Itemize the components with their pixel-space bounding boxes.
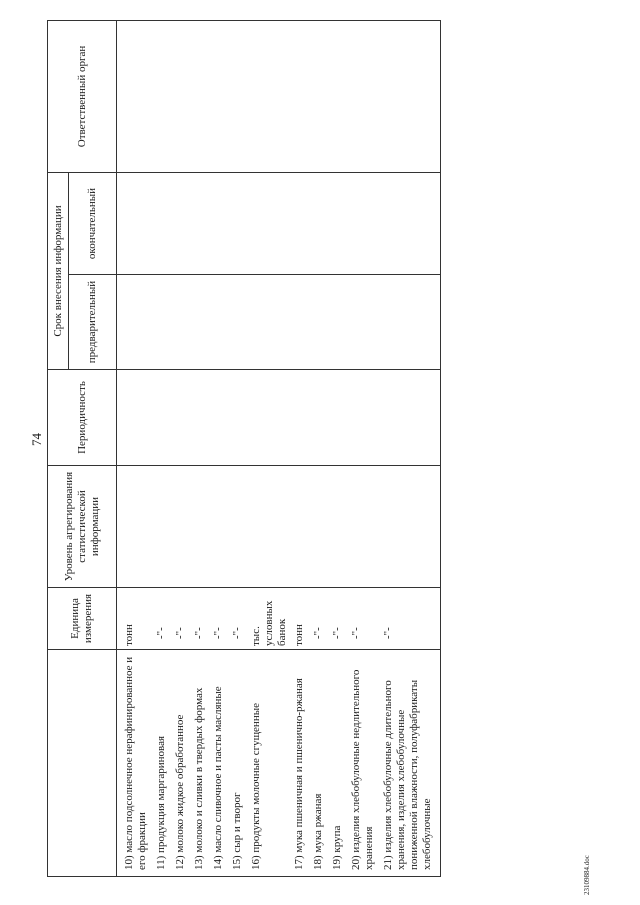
table-row [248, 21, 291, 877]
table-row [117, 21, 154, 877]
document-id: 23109884.doc [583, 855, 591, 895]
table-row [229, 21, 248, 877]
table-row [380, 21, 441, 877]
header-deadline: Срок внесения информации [48, 173, 69, 370]
table-body [117, 21, 441, 877]
row-unit: -"- [380, 588, 441, 650]
header-periodicity: Периодичность [48, 370, 117, 466]
row-unit: тонн [117, 588, 154, 650]
row-item: 18) мука ржаная [310, 650, 329, 877]
header-responsible: Ответственный орган [48, 21, 117, 173]
row-item: 20) изделия хлебобулочные недлительного хранения [348, 650, 380, 877]
row-unit: тонн [291, 588, 310, 650]
row-unit: -"- [348, 588, 380, 650]
table-row [172, 21, 191, 877]
row-unit: -"- [310, 588, 329, 650]
statistics-table [47, 20, 441, 877]
table-row [210, 21, 229, 877]
table-row [348, 21, 380, 877]
row-unit: тыс. условных банок [248, 588, 291, 650]
row-unit: -"- [229, 588, 248, 650]
row-item: 13) молоко и сливки в твердых формах [191, 650, 210, 877]
table-row [153, 21, 172, 877]
row-item: 19) крупа [329, 650, 348, 877]
row-unit: -"- [153, 588, 172, 650]
row-item: 17) мука пшеничная и пшенично-ржаная [291, 650, 310, 877]
row-unit: -"- [210, 588, 229, 650]
table-row [329, 21, 348, 877]
row-unit: -"- [191, 588, 210, 650]
header-preliminary: предварительный [69, 275, 117, 370]
header-aggregation-level: Уровень агрегирования статистической информации [48, 466, 117, 588]
row-item: 11) продукция маргариновая [153, 650, 172, 877]
row-item: 12) молоко жидкое обработанное [172, 650, 191, 877]
page-number: 74 [29, 433, 44, 446]
row-item: 14) масло сливочное и пасты масляные [210, 650, 229, 877]
row-unit: -"- [329, 588, 348, 650]
table-row [310, 21, 329, 877]
header-unit: Единица измерения [48, 588, 117, 650]
table-header [48, 21, 117, 877]
row-item: 21) изделия хлебобулочные длительного хранения, изделия хлебобулочные пониженной влажности, полуфабрикаты хлебобулочные [380, 650, 441, 877]
row-item: 10) масло подсолнечное нерафинированное и его фракции [117, 650, 154, 877]
table-row [191, 21, 210, 877]
table-row [291, 21, 310, 877]
row-item: 16) продукты молочные сгущенные [248, 650, 291, 877]
header-indicator [48, 650, 117, 877]
header-final: окончательный [69, 173, 117, 275]
row-unit: -"- [172, 588, 191, 650]
row-item: 15) сыр и творог [229, 650, 248, 877]
